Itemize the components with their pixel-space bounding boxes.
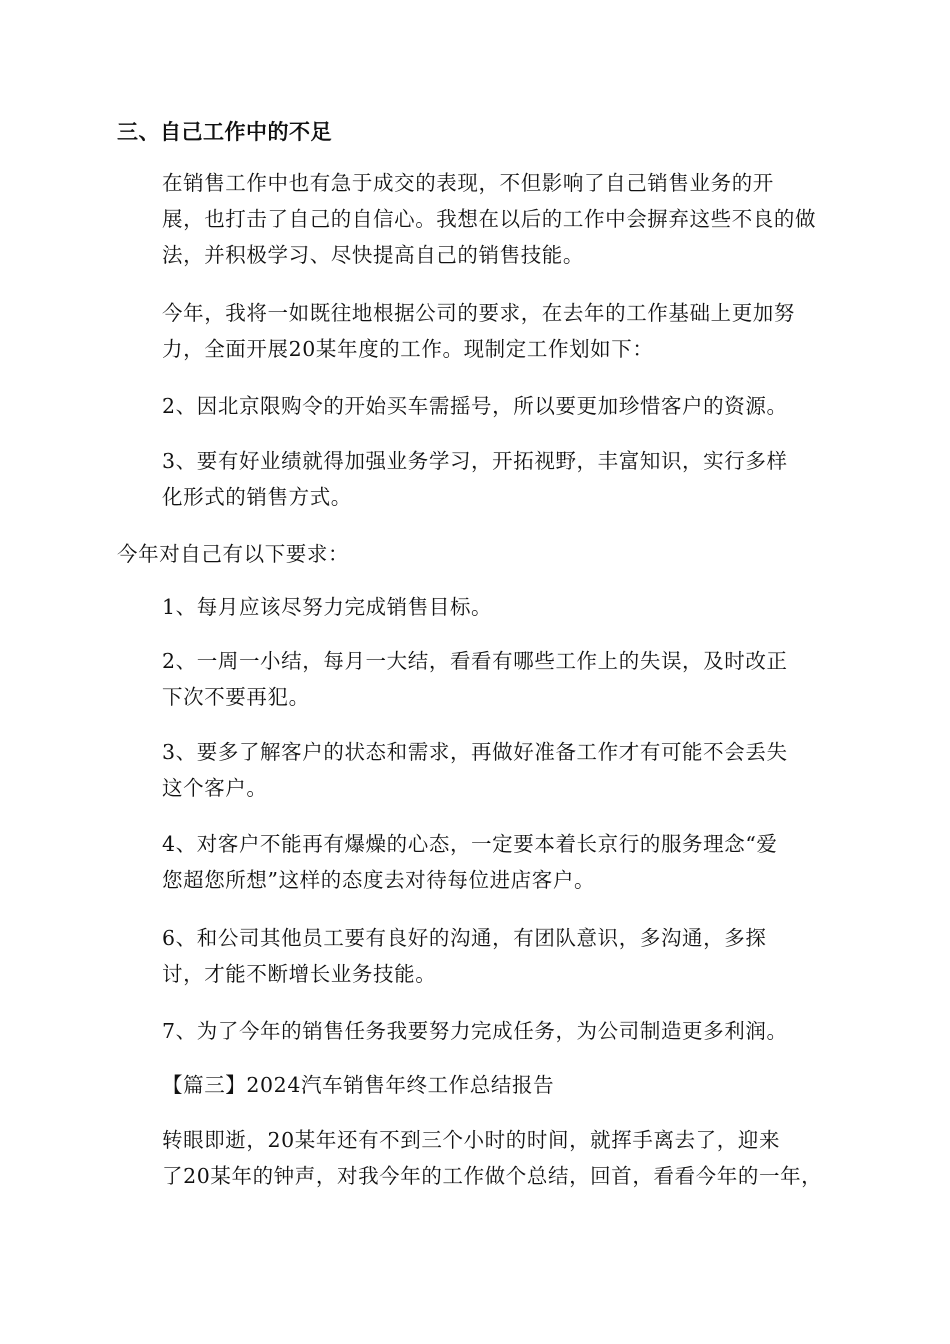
text-line: 2、一周一小结，每月一大结，看看有哪些工作上的失误，及时改正	[162, 649, 788, 673]
section-heading: 三、自己工作中的不足	[117, 120, 332, 144]
text-line: 了20某年的钟声，对我今年的工作做个总结，回首，看看今年的一年，	[162, 1164, 823, 1188]
text-line: 这个客户。	[162, 776, 268, 800]
paragraph-plan-intro	[117, 295, 835, 367]
paragraph-item-2	[117, 388, 835, 424]
paragraph-req-1	[117, 589, 835, 625]
paragraph-req-7	[117, 1013, 835, 1049]
text-line: 在销售工作中也有急于成交的表现，不但影响了自己销售业务的开	[162, 171, 774, 195]
text-line: 化形式的销售方式。	[162, 485, 352, 509]
text-line: 今年，我将一如既往地根据公司的要求，在去年的工作基础上更加努	[162, 301, 795, 325]
text-line: 法，并积极学习、尽快提高自己的销售技能。	[162, 243, 584, 267]
paragraph-year-end	[117, 1122, 835, 1194]
text-line: 4、对客户不能再有爆燥的心态，一定要本着长京行的服务理念“爱	[162, 832, 778, 856]
paragraph-requirements-intro	[117, 536, 835, 572]
paragraph-req-2	[117, 643, 835, 715]
text-line: 展，也打击了自己的自信心。我想在以后的工作中会摒弃这些不良的做	[162, 207, 817, 231]
text-line: 6、和公司其他员工要有良好的沟通，有团队意识，多沟通，多探	[162, 926, 767, 950]
text-line: 2、因北京限购令的开始买车需摇号，所以要更加珍惜客户的资源。	[162, 394, 788, 418]
paragraph-req-3	[117, 734, 835, 806]
text-line: 3、要有好业绩就得加强业务学习，开拓视野，丰富知识，实行多样	[162, 449, 788, 473]
paragraph-req-4	[117, 826, 835, 898]
text-line: 您超您所想”这样的态度去对待每位进店客户。	[162, 868, 596, 892]
text-line: 1、每月应该尽努力完成销售目标。	[162, 595, 493, 619]
text-line: 讨，才能不断增长业务技能。	[162, 962, 437, 986]
paragraph-shortcomings	[117, 165, 835, 273]
text-line: 3、要多了解客户的状态和需求，再做好准备工作才有可能不会丢失	[162, 740, 788, 764]
text-line: 力，全面开展20某年度的工作。现制定工作划如下：	[162, 337, 654, 361]
text-line: 下次不要再犯。	[162, 685, 310, 709]
paragraph-section-three-title	[117, 1067, 835, 1103]
paragraph-req-6	[117, 920, 835, 992]
text-line: 【篇三】2024汽车销售年终工作总结报告	[162, 1073, 555, 1097]
text-line: 转眼即逝，20某年还有不到三个小时的时间，就挥手离去了，迎来	[162, 1128, 781, 1152]
text-line: 7、为了今年的销售任务我要努力完成任务，为公司制造更多利润。	[162, 1019, 788, 1043]
text-line: 今年对自己有以下要求：	[117, 542, 350, 566]
paragraph-item-3	[117, 443, 835, 515]
